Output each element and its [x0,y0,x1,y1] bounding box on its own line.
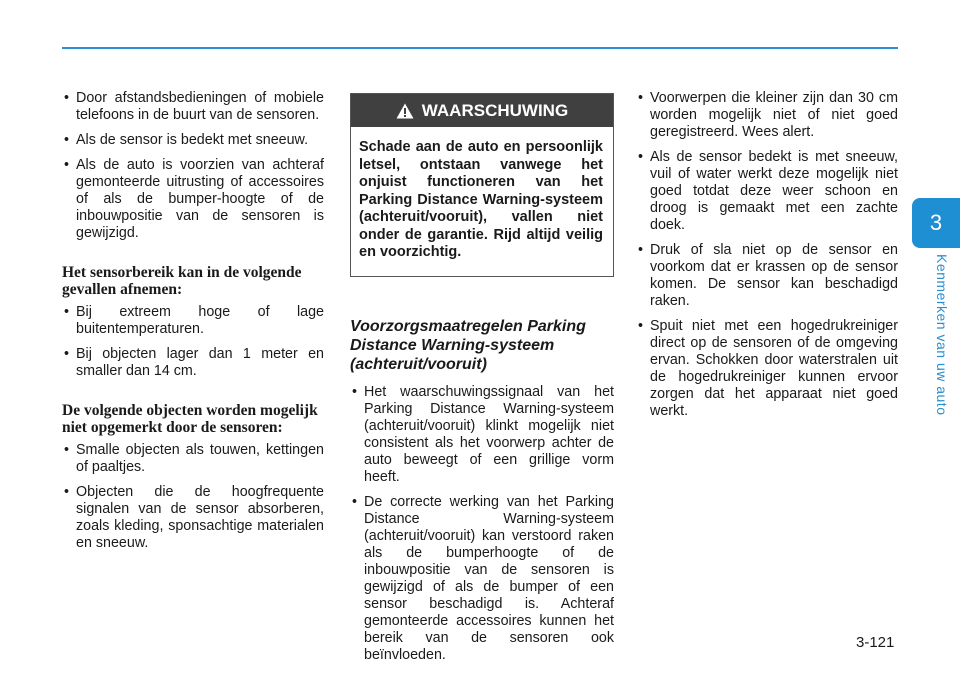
list-item: • Als de auto is voorzien van achteraf gemonteerde uitrusting of accessoires of als de bumper-hoogte of de inbouwpositie van de sensoren is gewijzigd. [62,157,324,242]
list-item: • Als de sensor is bedekt met sneeuw. [62,132,324,149]
bullet-list-col3 [636,90,898,420]
bullet-list-a [62,90,324,242]
warning-box [350,93,614,277]
warning-triangle-icon [396,103,414,119]
subheading-range: Het sensorbereik kan in de volgende gevallen afnemen: [62,264,302,298]
warning-text: Schade aan de auto en persoonlijk letsel, ontstaan vanwege het onjuist functioneren van het Parking Distance Warning-systeem (achteruit/vooruit), vallen niet onder de garantie. Rijd altijd veilig en voorzichtig. [359,139,603,260]
chapter-number: 3 [929,210,943,235]
header-rule [62,47,898,49]
warning-title: WAARSCHUWING [421,101,569,120]
list-item: • Druk of sla niet op de sensor en voorkom dat er krassen op de sensor komen. De sensor kan beschadigd raken. [636,242,898,310]
list-item: • Het waarschuwingssignaal van het Parking Distance Warning-systeem (achteruit/vooruit) klinkt mogelijk niet consistent als het voorwerp achter de auto beweegt of een grillige vorm heeft. [350,384,614,486]
list-item: • Voorwerpen die kleiner zijn dan 30 cm worden mogelijk niet of niet goed geregistreerd. Wees alert. [636,90,898,141]
list-item: • Smalle objecten als touwen, kettingen of paaltjes. [62,442,324,476]
list-item: • Bij objecten lager dan 1 meter en smaller dan 14 cm. [62,346,324,380]
list-item: • Objecten die de hoogfrequente signalen van de sensor absorberen, zoals kleding, sponsachtige materialen en sneeuw. [62,484,324,552]
list-item: • Als de sensor bedekt is met sneeuw, vuil of water werkt deze mogelijk niet goed totdat deze weer schoon en droog is gemaakt met een zachte doek. [636,149,898,234]
column-1 [62,90,324,560]
warning-header [351,94,613,127]
bullet-list-precautions [350,384,614,664]
bullet-list-b [62,304,324,380]
subheading-objects: De volgende objecten worden mogelijk niet opgemerkt door de sensoren: [62,402,318,436]
chapter-title: Kenmerken van uw auto [934,254,950,416]
column-2 [350,90,614,672]
chapter-tab [912,198,960,248]
bullet-list-c [62,442,324,552]
column-3 [636,90,898,428]
list-item: • Spuit niet met een hogedrukreiniger direct op de sensoren of de omgeving ervan. Schokken door waterstralen uit de hogedrukreiniger kunnen ervoor zorgen dat het apparaat niet goed werkt. [636,318,898,420]
page-number: 3-121 [856,634,895,651]
list-item: • Door afstandsbedieningen of mobiele telefoons in de buurt van de sensoren. [62,90,324,124]
list-item: • Bij extreem hoge of lage buitentemperaturen. [62,304,324,338]
list-item: • De correcte werking van het Parking Distance Warning-systeem (achteruit/vooruit) kan verstoord raken als de bumperhoogte of de inbouwpositie van de sensoren is gewijzigd of als de bumper of een sensor beschadigd is. Achteraf gemonteerde accessoires kunnen het bereik van de sensoren ook beïnvloeden. [350,494,614,664]
section-title: Voorzorgsmaatregelen Parking Distance Warning-systeem (achteruit/vooruit) [350,317,586,373]
